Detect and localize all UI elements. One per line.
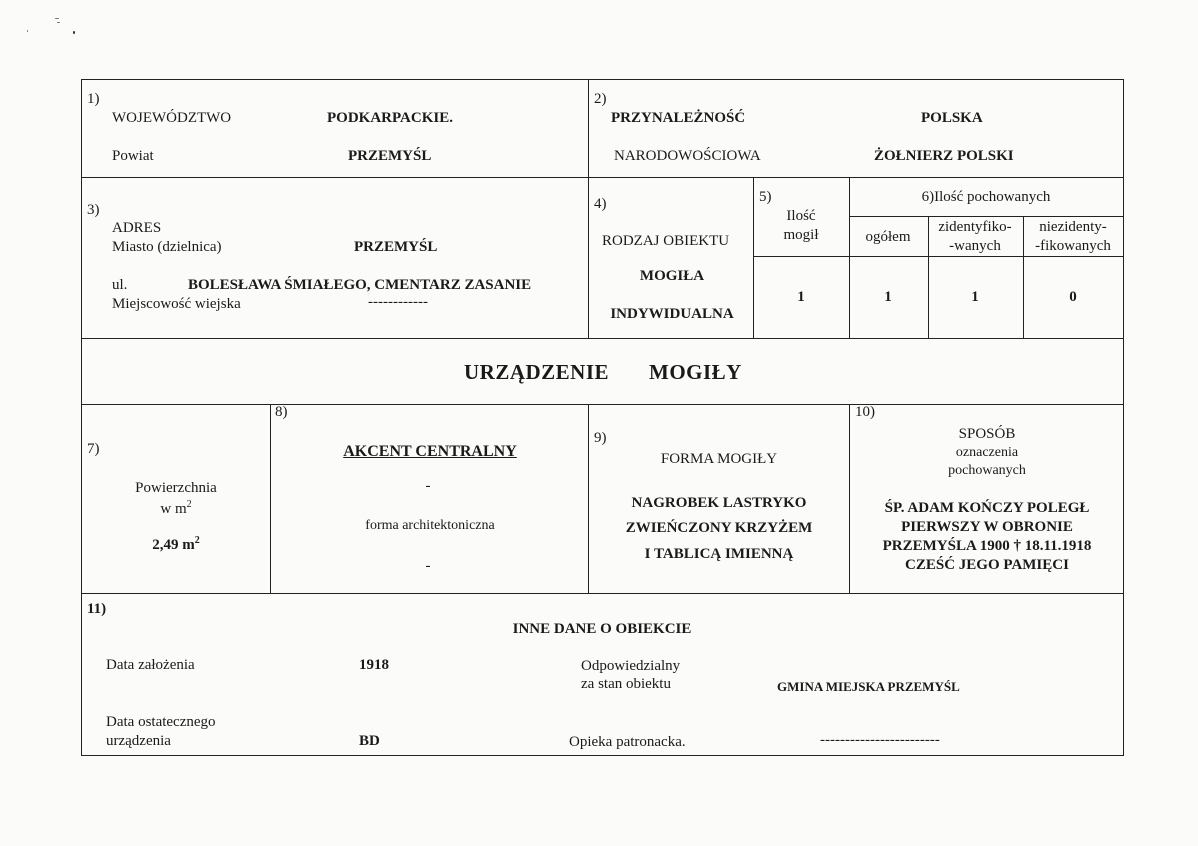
powierzchnia-label: Powierzchnia [135,480,217,496]
col-divider [270,404,271,593]
opieka-label: Opieka patronacka. [569,734,686,750]
col-divider [849,177,850,338]
data-zalozenia-value: 1918 [359,657,389,673]
cell-number: 7) [87,441,100,457]
rodzaj-obiektu-label: RODZAJ OBIEKTU [602,233,730,249]
section-title: URZĄDZENIE [464,360,610,384]
grave-count-value: 1 [797,289,805,305]
responsible-value: GMINA MIEJSKA PRZEMYŚL [777,679,960,694]
total-value: 1 [884,289,892,305]
street-value: BOLESŁAWA ŚMIAŁEGO, CMENTARZ ZASANIE [188,277,532,293]
col-divider [753,177,754,338]
row-divider [81,338,1124,339]
data-zalozenia-label: Data założenia [106,657,195,673]
scan-speck [27,30,28,32]
opieka-value: ------------------------ [820,732,940,748]
inne-dane-heading: INNE DANE O OBIEKCIE [512,621,692,637]
ul-label: ul. [112,277,128,293]
wojewodztwo-label: WOJEWÓDZTWO [112,110,232,126]
scan-speck [73,31,75,34]
forma-architektoniczna-label: forma architektoniczna [365,518,495,533]
forma-mogily-label: FORMA MOGIŁY [660,451,778,467]
cell-number: 4) [594,196,607,212]
inscription-line: PRZEMYŚLA 1900 † 18.11.1918 [882,538,1092,554]
unit-label-text: w m [160,501,187,517]
grave-form-value: I TABLICĄ IMIENNĄ [644,546,794,562]
miejscowosc-label: Miejscowość wiejska [112,296,241,312]
inscription-line: ŚP. ADAM KOŃCZY POLEGŁ [884,500,1090,516]
unidentified-col-header: niezidenty- [1039,219,1107,235]
sposob-label: SPOSÓB [958,426,1016,442]
cell-number: 8) [275,404,288,420]
col-divider [588,404,589,593]
miejscowosc-value: ------------ [368,294,428,310]
identified-value: 1 [971,289,979,305]
data-ostatecznego-label: Data ostatecznego [106,714,216,730]
cell-number: 5) [759,189,772,205]
scan-speck [55,18,59,19]
odpowiedzialny-label: za stan obiektu [581,676,671,692]
pochowanych-label: pochowanych [948,463,1026,478]
cell-number: 11) [87,601,107,617]
powiat-value: PRZEMYŚL [348,148,432,164]
odpowiedzialny-label: Odpowiedzialny [581,658,681,674]
area-superscript: 2 [194,535,200,546]
grave-form-value: NAGROBEK LASTRYKO [631,495,807,511]
wojewodztwo-value: PODKARPACKIE. [327,110,453,126]
unit-superscript: 2 [186,499,192,510]
grave-form-value: ZWIEŃCZONY KRZYŻEM [625,520,813,536]
unidentified-col-header: -fikowanych [1035,238,1111,254]
identified-col-header: zidentyfiko- [938,219,1012,235]
miasto-value: PRZEMYŚL [354,239,438,255]
form-frame [81,79,1124,756]
powiat-label: Powiat [112,148,154,164]
unidentified-value: 0 [1069,289,1077,305]
row-divider [81,593,1124,594]
przynaleznosc-label: PRZYNALEŻNOŚĆ [611,110,746,126]
cell-number: 10) [855,404,875,420]
identified-col-header: -wanych [949,238,1001,254]
inscription-line: CZEŚĆ JEGO PAMIĘCI [905,557,1069,573]
akcent-centralny-heading: AKCENT CENTRALNY [343,443,517,460]
col-divider [1023,216,1024,338]
row-divider [81,177,1124,178]
status-value: ŻOŁNIERZ POLSKI [874,148,1014,164]
dash-placeholder: - [425,478,431,494]
miasto-label: Miasto (dzielnica) [112,239,222,255]
unit-label [160,499,191,518]
object-type-value: MOGIŁA [639,268,705,284]
col-divider [588,79,589,338]
col-divider [928,216,929,338]
cell-number: 1) [87,91,100,107]
total-col-header: ogółem [865,229,911,245]
inscription-line: PIERWSZY W OBRONIE [901,519,1073,535]
area-value [152,535,200,554]
row-divider [753,256,1124,257]
section-title: MOGIŁY [649,360,742,384]
buried-count-header: 6)Ilość pochowanych [921,189,1051,205]
row-divider [849,216,1124,217]
nationality-value: POLSKA [921,110,983,126]
narodowosciowa-label: NARODOWOŚCIOWA [614,148,761,164]
object-type-value: INDYWIDUALNA [610,306,734,322]
data-ostatecznego-value: BD [359,733,380,749]
area-value-text: 2,49 m [152,537,195,553]
adres-label: ADRES [112,220,162,236]
data-ostatecznego-label: urządzenia [106,733,171,749]
ilosc-mogil-label: mogił [783,227,819,243]
dash-placeholder: - [425,558,431,574]
cell-number: 3) [87,202,100,218]
oznaczenia-label: oznaczenia [955,445,1019,460]
scan-speck [57,22,60,23]
cell-number: 9) [594,430,607,446]
col-divider [849,404,850,593]
ilosc-mogil-label: Ilość [786,208,816,224]
cell-number: 2) [594,91,607,107]
row-divider [81,404,1124,405]
